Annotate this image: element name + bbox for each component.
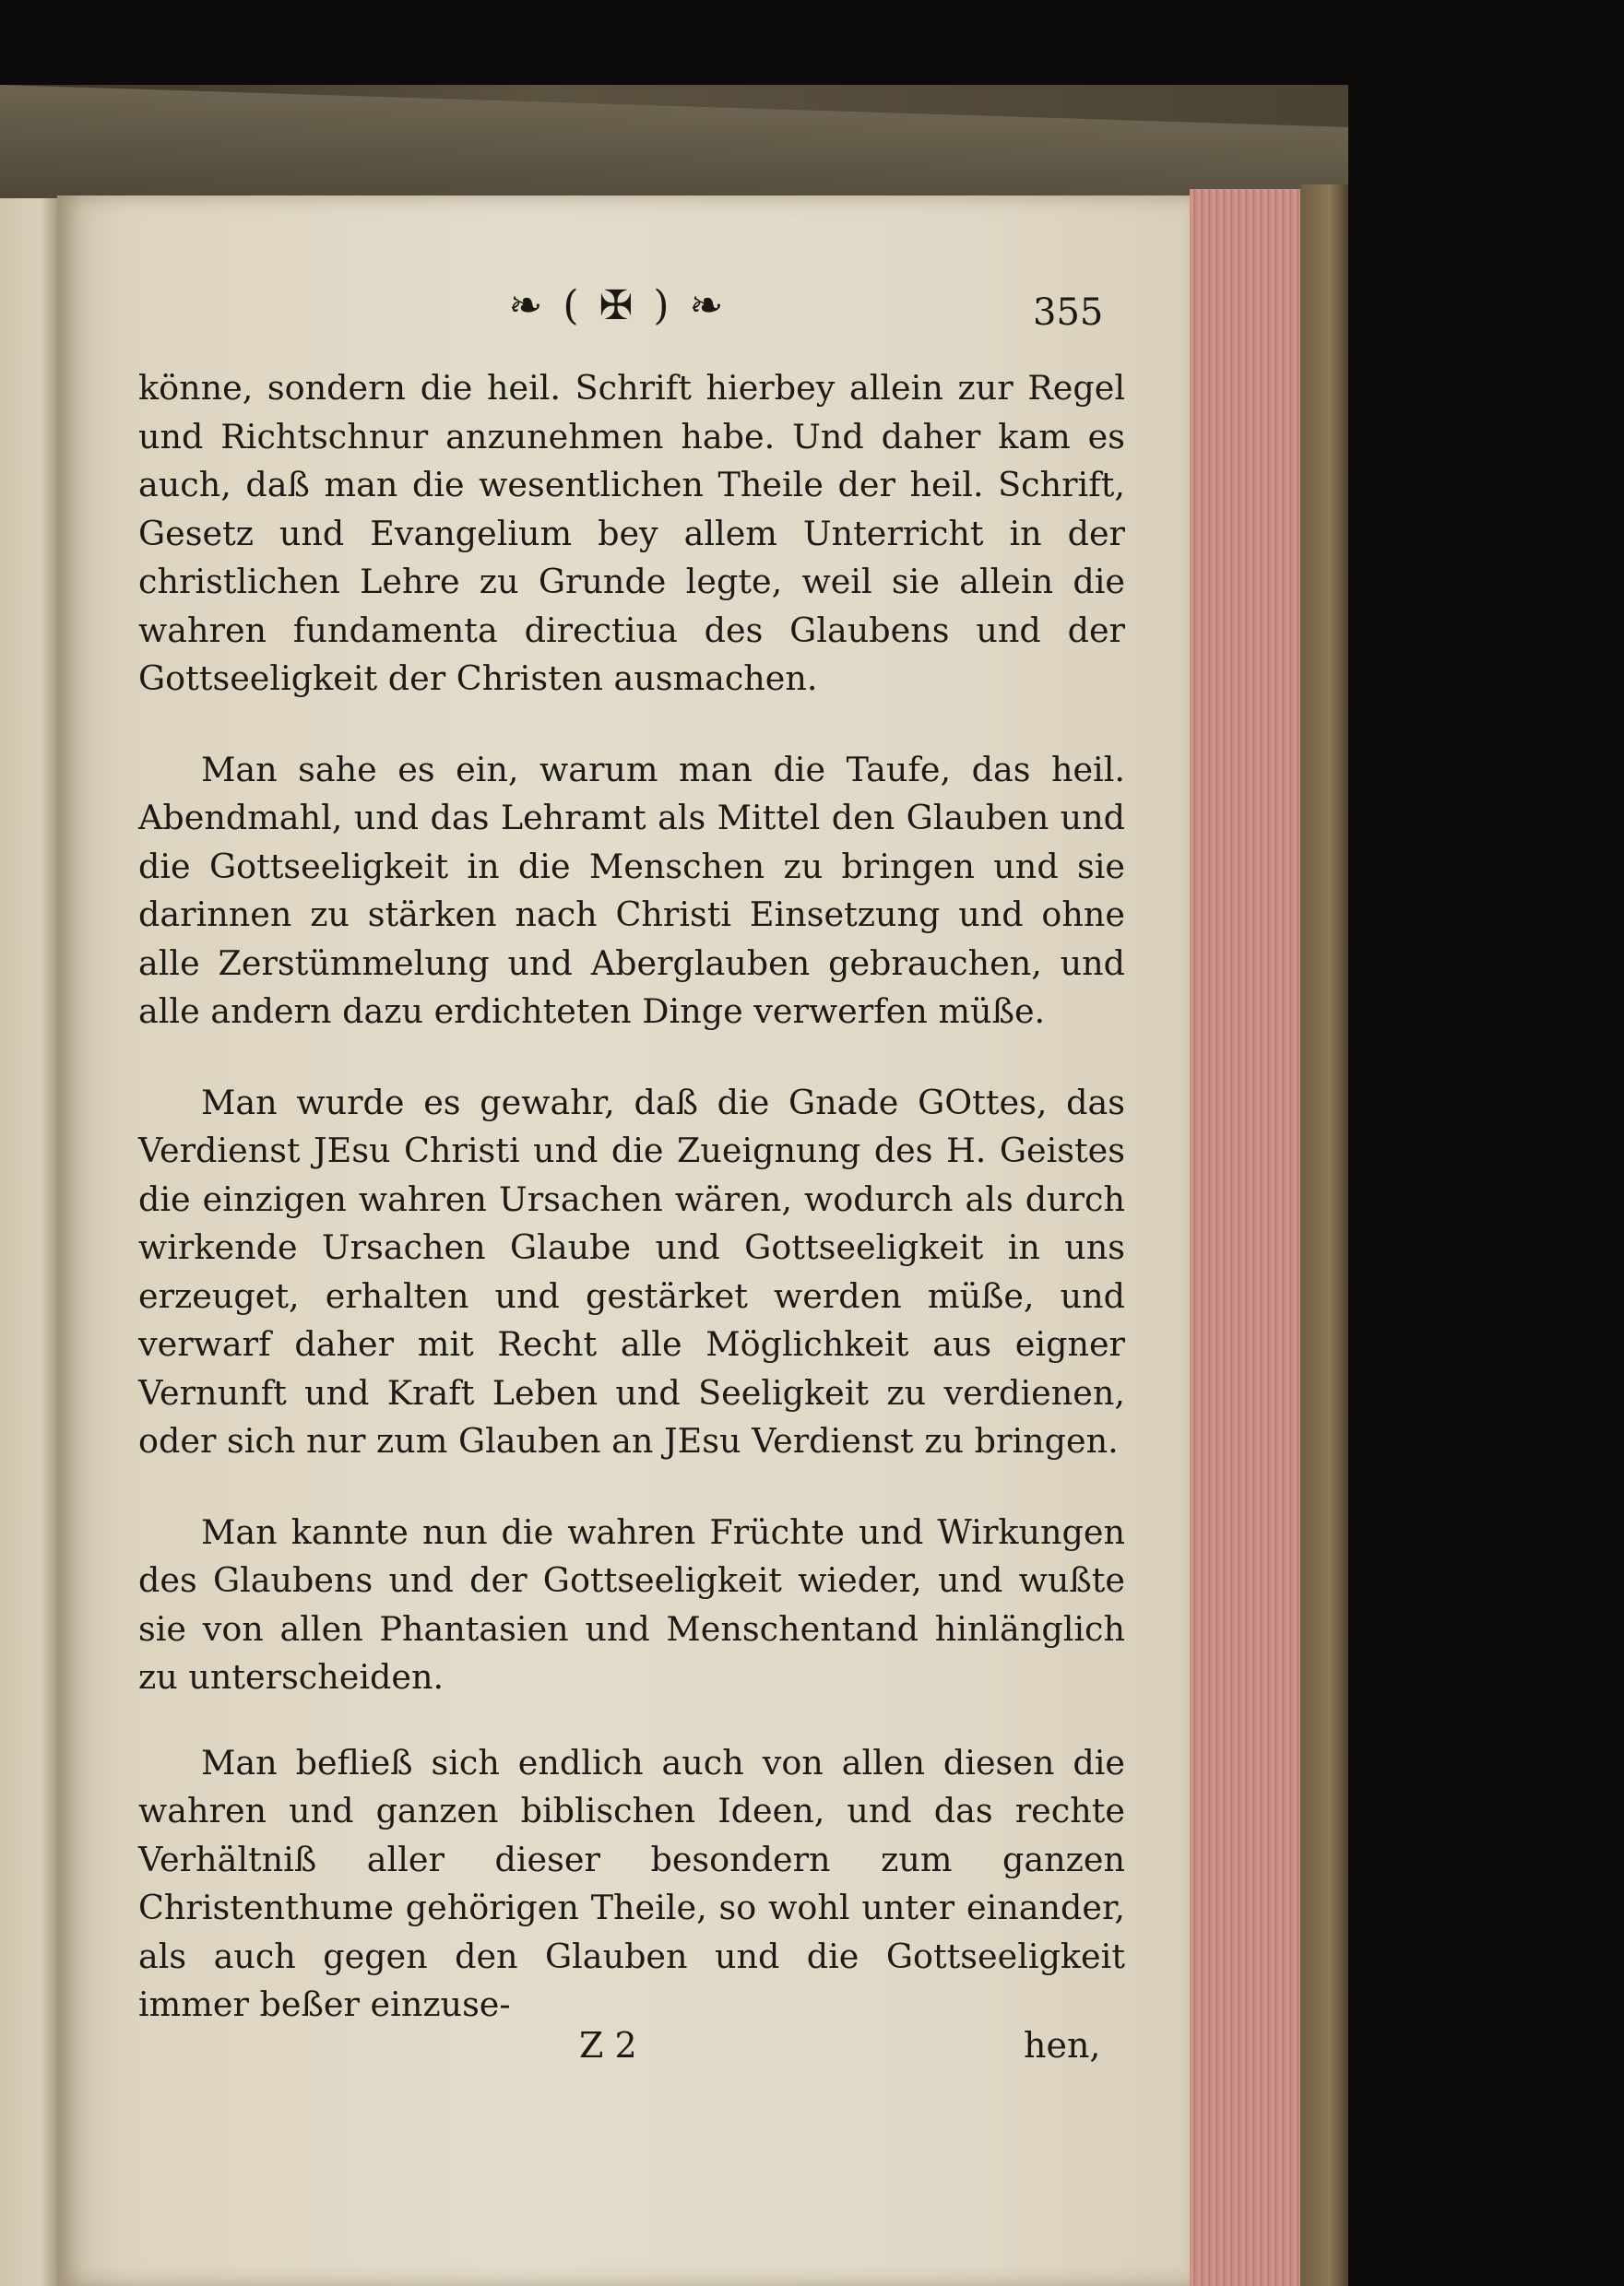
paragraph-4: Man kannte nun die wahren Früchte und Wirkungen des Glaubens und der Gottseeligkeit wieder, und wußte sie von allen Phantasien und Menschentand hinlänglich zu unterscheiden. xyxy=(138,1511,1125,1697)
signature-mark: Z 2 xyxy=(579,2025,637,2066)
page-number: 355 xyxy=(1033,291,1104,334)
paragraph-2: Man sahe es ein, warum man die Taufe, das heil. Abendmahl, und das Lehramt als Mittel den Glauben und die Gottseeligkeit in die Menschen zu bringen und sie darinnen zu stärken nach Christi Einsetzung und ohne alle Zerstümmelung und Aberglauben gebrauchen, und alle andern dazu erdichteten Dinge verwerfen müße. xyxy=(138,749,1125,1031)
paragraph-1: könne, sondern die heil. Schrift hierbey allein zur Regel und Richtschnur anzunehmen habe. Und daher kam es auch, daß man die wesentlichen Theile der heil. Schrift, Gesetz und Evangelium bey allem Unterricht in der christlichen Lehre zu Grunde legte, weil sie allein die wahren fundamenta directiua des Glaubens und der Gottseeligkeit der Christen ausmachen. xyxy=(138,368,1125,698)
paragraph-5: Man befließ sich endlich auch von allen diesen die wahren und ganzen biblischen Ideen, und das rechte Verhältniß aller dieser besondern zum ganzen Christenthume gehörigen Theile, so wohl unter einander, als auch gegen den Glauben und die Gottseeligkeit immer beßer einzuse- xyxy=(138,1742,1125,2024)
cover-fore-edge xyxy=(1300,184,1348,2286)
catchword: hen, xyxy=(1024,2025,1101,2066)
facing-page-edge xyxy=(0,198,57,2286)
paragraph-3: Man wurde es gewahr, daß die Gnade GOttes, das Verdienst JEsu Christi und die Zueignung des H. Geistes die einzigen wahren Ursachen wären, wodurch als durch wirkende Ursachen Glaube und Gottseeligkeit in uns erzeuget, erhalten und gestärket werden müße, und verwarf daher mit Recht alle Möglichkeit aus eigner Vernunft und Kraft Leben und Seeligkeit zu verdienen, oder sich nur zum Glauben an JEsu Verdienst zu bringen. xyxy=(138,1082,1125,1461)
red-fore-edge xyxy=(1190,189,1300,2286)
running-head-ornament: ❧ ( ✠ ) ❧ xyxy=(508,282,728,329)
body-text xyxy=(138,364,1125,2030)
